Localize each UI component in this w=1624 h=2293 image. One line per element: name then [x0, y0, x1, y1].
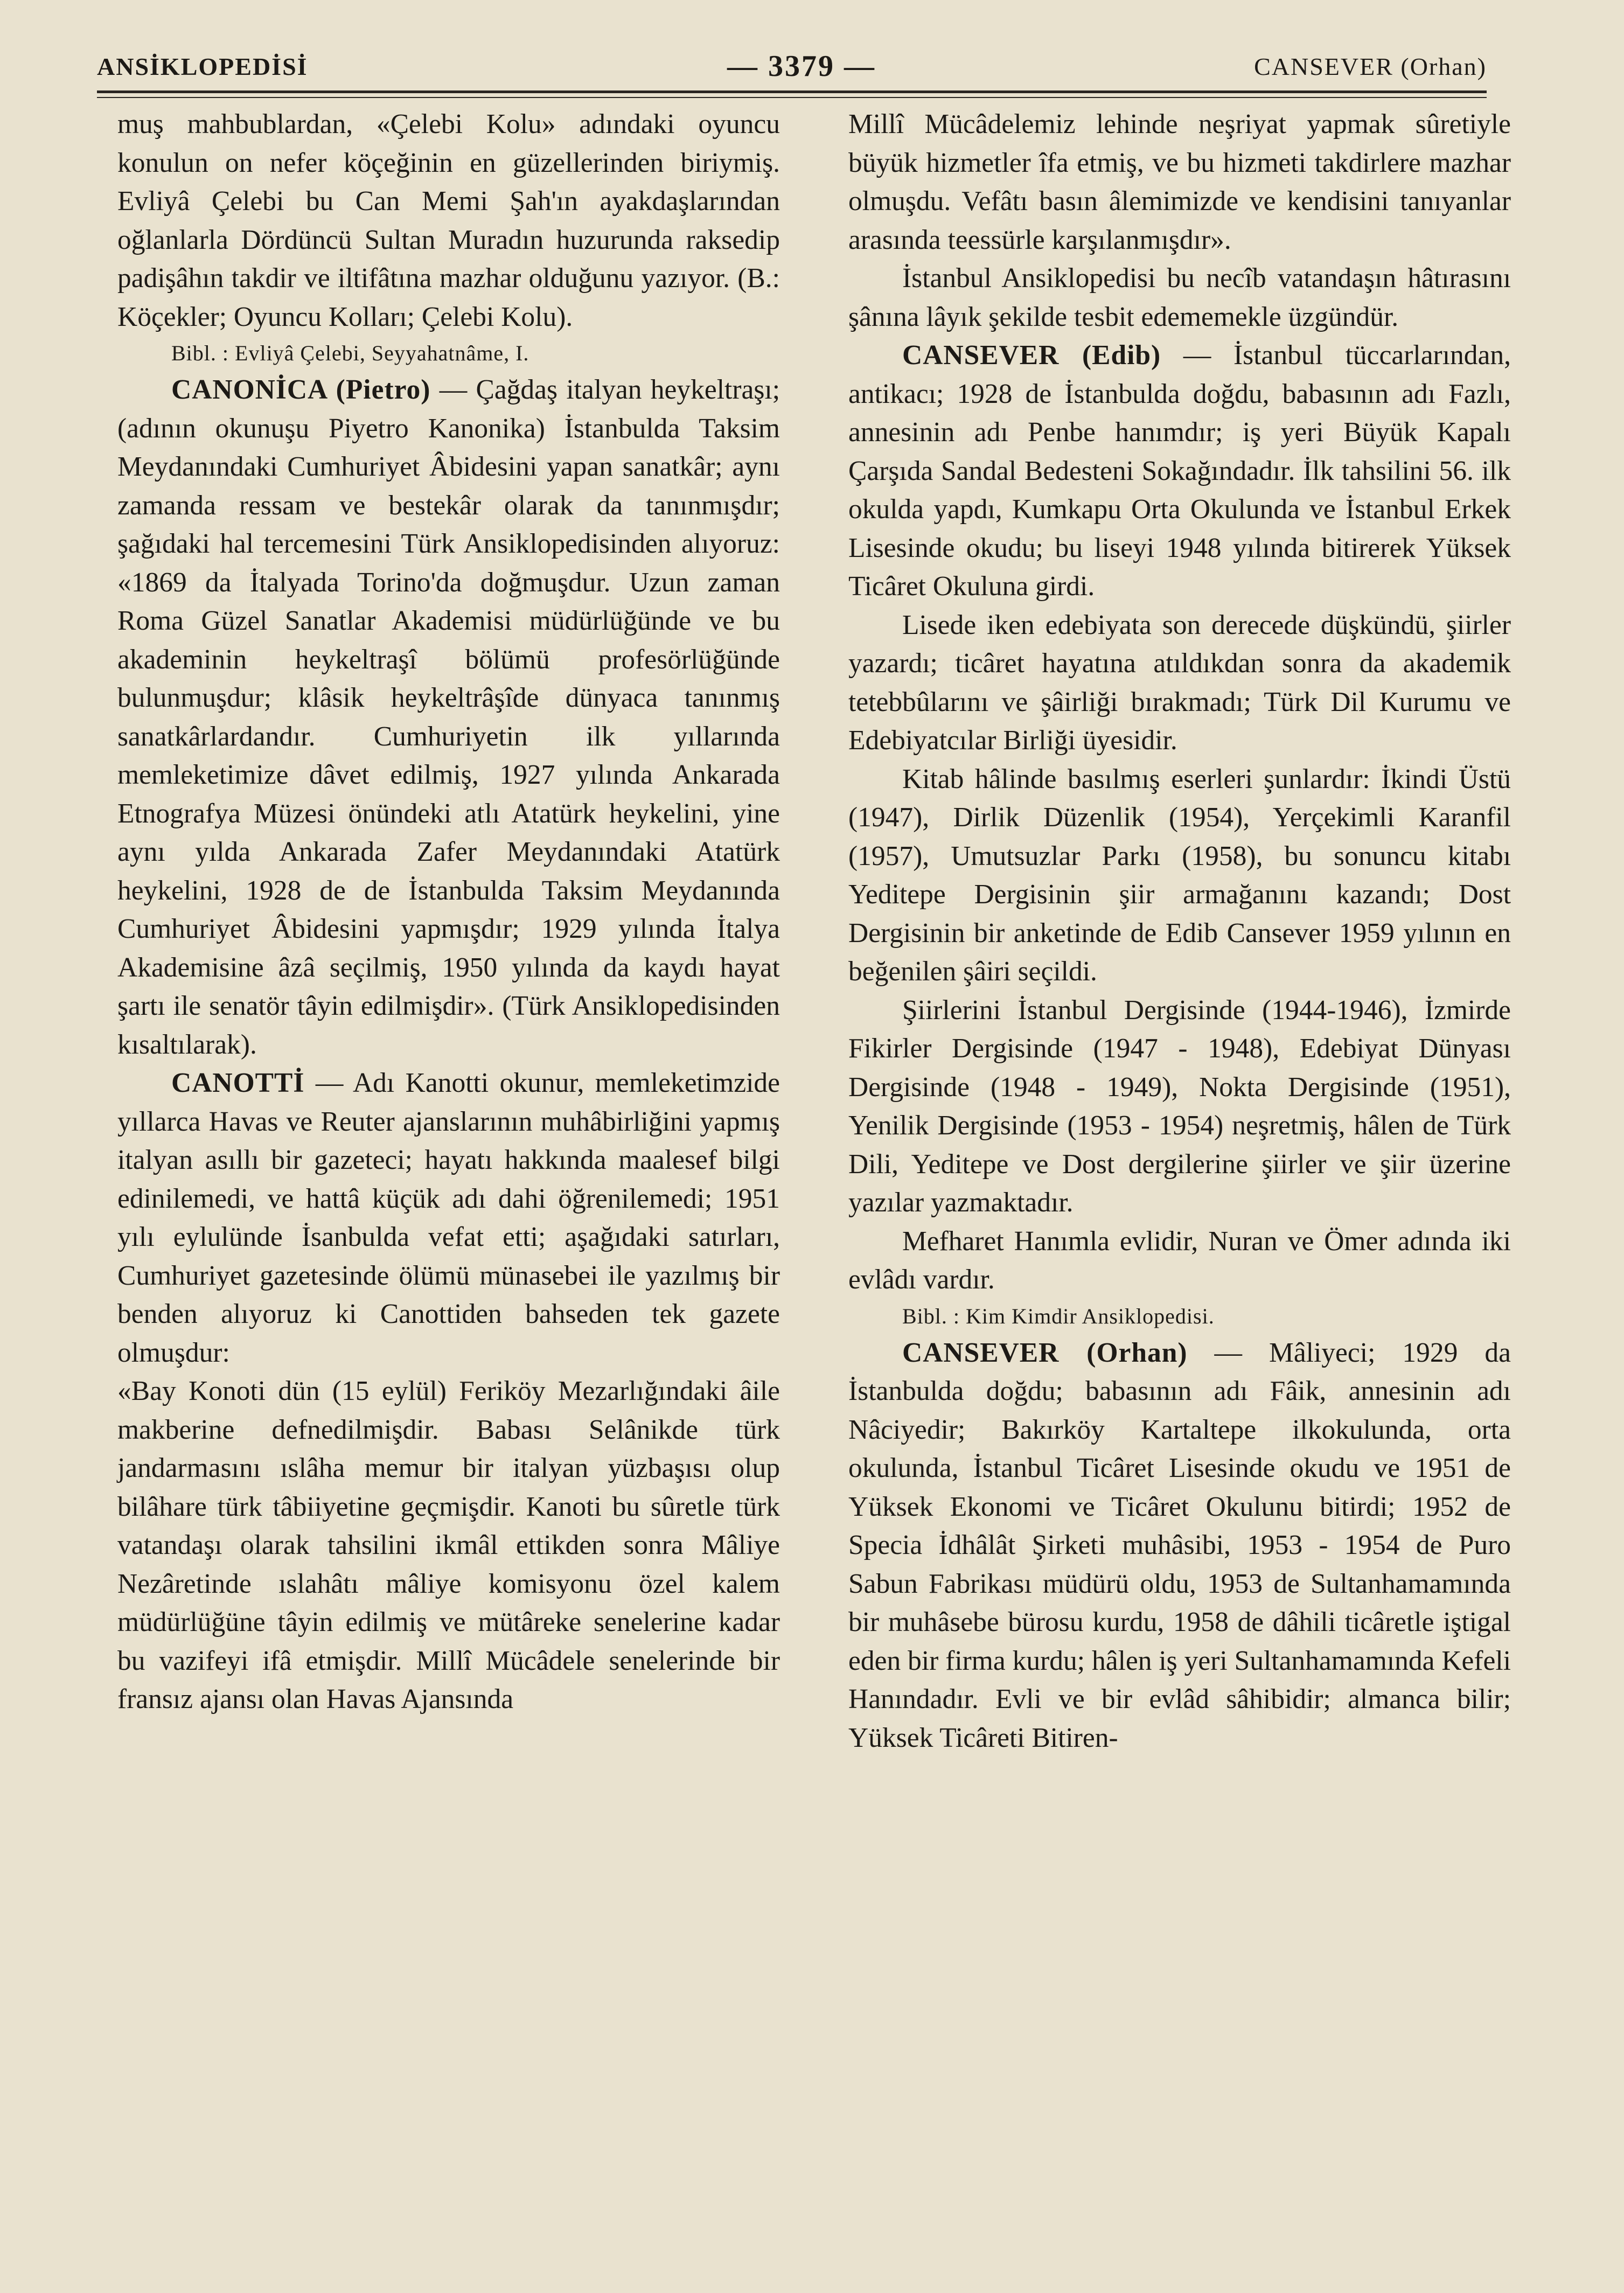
entry-text-canonica: — Çağdaş italyan heykeltraşı; (adının okunuşu Piyetro Kanonika) İstanbulda Taksim Meydanındaki Cumhuriyet Âbidesini yapan sanatkâr; aynı zamanda ressam ve bestekâr olarak da tanınmışdır; şağıdaki hal tercemesini Türk Ansiklopedisinden alıyoruz: «1869 da İtalyada Torino'da doğmuşdur. Uzun zaman Roma Güzel Sanatlar Akademisi müdürlüğünde ve bu akademinin heykeltraşî bölümü profesörlüğünde bulunmuşdur; klâsik heykeltrâşîde dünyaca tanınmış sanatkârlardandır. Cumhuriyetin ilk yıllarında memleketimize dâvet edilmiş, 1927 yılında Ankarada Etnografya Müzesi önündeki atlı Atatürk heykelini, yine aynı yılda Ankarada Zafer Meydanındaki Atatürk heykelini, 1928 de de İstanbulda Taksim Meydanında Cumhuriyet Âbidesini yapmışdır; 1929 yılında İtalya Akademisine âzâ seçilmiş, 1950 yılında da kaydı hayat şartı ile senatör tâyin edilmişdir». (Türk Ansiklopedisinden kısaltılarak).	[117, 374, 780, 1060]
paragraph: Şiirlerini İstanbul Dergisinde (1944-1946), İzmirde Fikirler Dergisinde (1947 - 1948), Edebiyat Dünyası Dergisinde (1948 - 1949), Nokta Dergisinde (1951), Yenilik Dergisinde (1953 - 1954) neşretmiş, hâlen de Türk Dili, Yeditepe ve Dost dergilerine şiirler ve şiir üzerine yazılar yazmaktadır.	[848, 994, 1511, 1218]
header-rule	[97, 90, 1487, 93]
entry-heading-canonica: CANONİCA (Pietro)	[171, 374, 431, 405]
entry-heading-orhan: CANSEVER (Orhan)	[902, 1337, 1188, 1368]
quote-continuation: Millî Mücâdelemiz lehinde neşriyat yapmak sûretiyle büyük hizmetler îfa etmiş, ve bu hizmeti takdirlere mazhar olmuşdu. Vefâtı basın âlemimizde ve kendisini tanıyanlar arasında teessürle karşılanmışdır».	[848, 109, 1511, 255]
left-column	[117, 105, 780, 1719]
koceg-continuation: muş mahbublardan, «Çelebi Kolu» adındaki oyuncu konulun on nefer köçeğinin en güzellerinden biriymiş. Evliyâ Çelebi bu Can Memi Şah'ın ayakdaşlarından oğlanlarla Dördüncü Sultan Muradın huzurunda raksedip padişâhın takdir ve iltifâtına mazhar olduğunu yazıyor. (B.: Köçekler; Oyuncu Kolları; Çelebi Kolu).	[117, 109, 780, 332]
paragraph: Kitab hâlinde basılmış eserleri şunlardır: İkindi Üstü (1947), Dirlik Düzenlik (1954), Yerçekimli Karanfil (1957), Umutsuzlar Parkı (1958), bu sonuncu kitabı Yeditepe Dergisinin şiir armağanını kazandı; Dost Dergisinin bir anketinde de Edib Cansever 1959 yılının en beğenilen şâiri seçildi.	[848, 763, 1511, 987]
entry-text-edib: — İstanbul tüccarlarından, antikacı; 1928 de İstanbulda doğdu, babasının adı Fazlı, annesinin adı Penbe hanımdır; iş yeri Büyük Kapalı Çarşıda Sandal Bedesteni Sokağındadır. İlk tahsilini 56. ilk okulda yapdı, Kumkapu Orta Okulunda ve İstanbul Erkek Lisesinde okudu; bu liseyi 1948 yılında bitirerek Yüksek Ticâret Okuluna girdi.	[848, 340, 1511, 602]
paragraph: İstanbul Ansiklopedisi bu necîb vatandaşın hâtırasını şânına lâyık şekilde tesbit edememekle üzgündür.	[848, 263, 1511, 332]
entry-heading-canotti: CANOTTİ	[171, 1068, 305, 1098]
entry-cansever-edib	[848, 336, 1511, 606]
paragraph: Lisede iken edebiyata son derecede düşkündü, şiirler yazardı; ticâret hayatına atıldıkdan sonra da akademik tetebbûlarını ve şâirliği bırakmadı; Türk Dil Kurumu ve Edebiyatcılar Birliği üyesidir.	[848, 609, 1511, 756]
entry-text-orhan: — Mâliyeci; 1929 da İstanbulda doğdu; babasının adı Fâik, annesinin adı Nâciyedir; Bakırköy Kartaltepe ilkokulunda, orta okulunda, İstanbul Ticâret Lisesinde okudu ve 1951 de Yüksek Ekonomi ve Ticâret Okulunu bitirdi; 1952 de Specia İdhâlât Şirketi muhâsibi, 1953 - 1954 de Puro Sabun Fabrikası müdürü oldu, 1953 de Sultanhamamında bir muhâsebe bürosu kurdu, 1958 de dâhili ticâretle iştigal eden bir firma kurdu; hâlen iş yeri Sultanhamamında Kefeli Hanındadır. Evli ve bir evlâd sâhibidir; almanca bilir; Yüksek Ticâreti Bitiren-	[848, 1337, 1511, 1753]
entry-text-canotti: — Adı Kanotti okunur, memleketimzide yıllarca Havas ve Reuter ajanslarının muhâbirliğini yapmış italyan asıllı bir gazeteci; hayatı hakkında maalesef bilgi edinilemedi, ve hattâ küçük adı dahi öğrenilemedi; 1951 yılı eylulünde İsanbulda vefat etti; aşağıdaki satırları, Cumhuriyet gazetesinde ölümü münasebei ile yazılmış bir benden alıyoruz ki Canottiden bahseden tek gazete olmuşdur:	[117, 1068, 780, 1368]
header-rule-thin	[97, 97, 1487, 98]
entry-canotti	[117, 1064, 780, 1372]
header-entry-guide: CANSEVER (Orhan)	[1254, 53, 1487, 80]
paragraph: Mefharet Hanımla evlidir, Nuran ve Ömer adında iki evlâdı vardır.	[848, 1225, 1511, 1295]
bibliography-note: Bibl. : Kim Kimdir Ansiklopedisi.	[902, 1304, 1215, 1328]
entry-heading-edib: CANSEVER (Edib)	[902, 340, 1161, 371]
quotation-block: «Bay Konoti dün (15 eylül) Feriköy Mezarlığındaki âile makberine defnedilmişdir. Babası Selânikde türk jandarmasını ıslâha memur bir italyan yüzbaşısı olup bilâhare türk tâbiiyetine geçmişdir. Kanoti bu sûretle türk vatandaşı olarak tahsilini ikmâl ettikden sonra Mâliye Nezâretinde ıslahâtı mâliye komisyonu özel kalem müdürlüğüne tâyin edilmiş ve mütâreke senelerine kadar bu vazifeyi ifâ etmişdir. Millî Mücâdele senelerinde bir fransız ajansı olan Havas Ajansında	[117, 1376, 780, 1714]
header-title: ANSİKLOPEDİSİ	[97, 53, 308, 80]
entry-canonica	[117, 371, 780, 1064]
bibliography-note: Bibl. : Evliyâ Çelebi, Seyyahatnâme, I.	[171, 341, 529, 365]
entry-cansever-orhan	[848, 1334, 1511, 1758]
right-column	[848, 105, 1511, 1757]
page-number: — 3379 —	[727, 50, 876, 83]
page-header	[97, 46, 1487, 83]
